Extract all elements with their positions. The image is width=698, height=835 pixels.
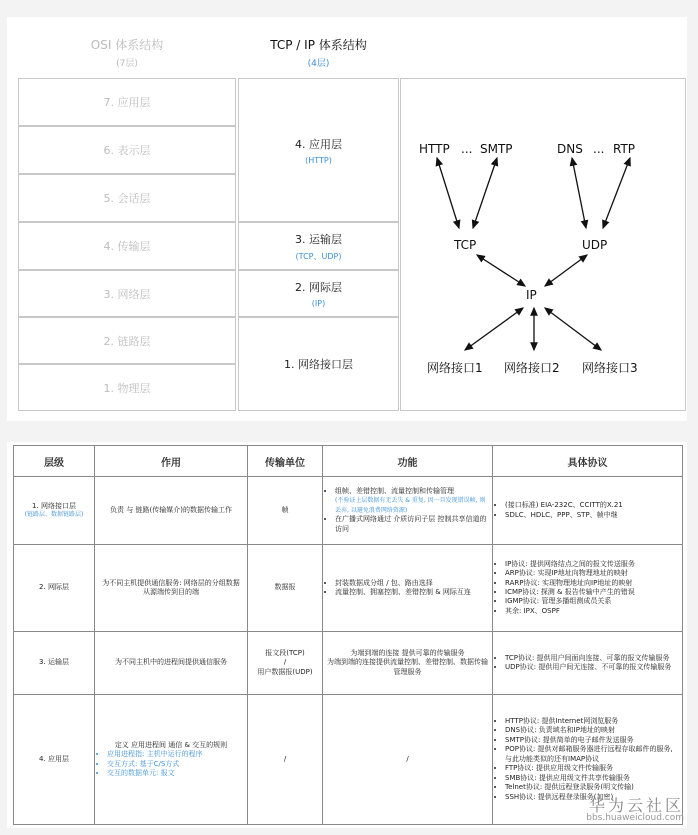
- row3-func-1: 为端到端的连接 提供可靠的传输服务: [350, 648, 465, 657]
- row4-role-text: 定义 应用进程间 通信 & 交互的规则: [114, 740, 228, 749]
- row3-role: 为不同主机中的进程间提供通信服务: [95, 632, 248, 695]
- arrow-rtp-udp: [603, 158, 630, 228]
- row2-protocol: [493, 545, 683, 632]
- header-function: 功能: [323, 446, 493, 477]
- row4-role-item-2: • 交互方式: 基于C/S方式: [107, 760, 243, 769]
- proto-tcp: TCP: [454, 238, 477, 252]
- row4-role-item-3: • 交互的数据单元: 报文: [107, 769, 243, 778]
- row2-level: 2. 网际层: [14, 545, 95, 632]
- row2-func-1: • 封装数据成分组 / 包、路由选择: [335, 579, 488, 588]
- header-level: 层级: [14, 446, 95, 477]
- row2-proto-1: • IP协议: 提供网络结点之间的报文传送服务: [505, 560, 678, 569]
- osi-title: OSI 体系结构: [90, 38, 164, 52]
- header-protocol: 具体协议: [493, 446, 683, 477]
- arrow-dns-udp: [572, 158, 586, 228]
- osi-layer-4: 4. 传输层: [18, 222, 236, 270]
- row1-role: 负责 与 链路(传输媒介)的数据传输工作: [95, 477, 248, 545]
- arrow-ip-if1: [465, 308, 523, 350]
- arrow-udp-ip: [545, 255, 587, 286]
- row4-role: [95, 695, 248, 825]
- row3-function: [323, 632, 493, 695]
- row4-level: 4. 应用层: [14, 695, 95, 825]
- row2-unit: 数据报: [248, 545, 323, 632]
- row2-proto-3: • RARP协议: 实现物理地址向IP地址的映射: [505, 579, 678, 588]
- row1-func-note: (不验证上层数据有无丢失 & 重复, 因一旦发现错误帧, 则丢弃, 以避免浪费网络资源): [335, 497, 486, 514]
- row3-unit: [248, 632, 323, 695]
- arrow-ip-if3: [545, 308, 601, 350]
- row4-proto-3: • SMTP协议: 提供简单的电子邮件发送服务: [505, 736, 678, 745]
- tcp-layer-transport-sub: (TCP、UDP): [295, 251, 342, 261]
- table-row: [14, 545, 683, 632]
- watermark-cn: 华为云社区: [588, 796, 684, 815]
- row4-role-item-1: • 应用进程指: 主机中运行的程序: [107, 750, 243, 759]
- layer-table-panel: [7, 442, 687, 828]
- proto-if1: 网络接口1: [427, 361, 483, 375]
- tcp-title: TCP / IP 体系结构: [270, 38, 367, 52]
- tcp-layer-network-interface-name: 1. 网络接口层: [284, 358, 353, 371]
- row3-proto-1: • TCP协议: 提供用户间面向连接、可靠的报文传输服务: [505, 654, 678, 663]
- table-row: [14, 477, 683, 545]
- row2-function: [323, 545, 493, 632]
- layer-diagram-panel: [7, 17, 687, 421]
- tcp-layer-internet-name: 2. 网际层: [295, 281, 342, 294]
- row1-protocol: [493, 477, 683, 545]
- row3-proto-2: • UDP协议: 提供用户间无连接、不可靠的报文传输服务: [505, 663, 678, 672]
- row3-unit-sep: /: [283, 658, 287, 667]
- header-role: 作用: [95, 446, 248, 477]
- row4-proto-8: • SSH协议: 提供远程登录服务(加密): [505, 793, 678, 802]
- osi-sub: (7层): [116, 59, 138, 69]
- layer-table: [13, 445, 683, 825]
- osi-layer-6: 6. 表示层: [18, 126, 236, 174]
- row1-level: [14, 477, 95, 545]
- tcp-layer-internet-sub: (IP): [311, 299, 326, 308]
- osi-layer-7: 7. 应用层: [18, 78, 236, 126]
- watermark-url: bbs.huaweicloud.com: [586, 813, 684, 823]
- row2-proto-2: • ARP协议: 实现IP地址向物理地址的映射: [505, 569, 678, 578]
- tcp-layer-application-name: 4. 应用层: [295, 137, 342, 151]
- row2-func-2: • 流量控制、拥塞控制、差错控制 & 网际互连: [335, 588, 488, 597]
- row3-protocol: [493, 632, 683, 695]
- header-unit: 传输单位: [248, 446, 323, 477]
- row1-func-2: • 在广播式网络通过 介质访问子层 控制共享信道的访问: [335, 515, 488, 534]
- row2-proto-4: • ICMP协议: 探测 & 报告传输中产生的错误: [505, 588, 678, 597]
- tcp-layer-application-sub: (HTTP): [305, 155, 332, 165]
- row1-unit: 帧: [248, 477, 323, 545]
- tcp-sub: (4层): [307, 59, 330, 69]
- row4-proto-2: • DNS协议: 负责域名和IP地址的映射: [505, 726, 678, 735]
- row4-proto-5: • FTP协议: 提供应用级文件传输服务: [505, 764, 678, 773]
- proto-http: HTTP: [419, 142, 450, 156]
- arrow-smtp-tcp: [473, 158, 497, 228]
- arrow-tcp-ip: [477, 255, 525, 286]
- row3-unit-udp: 用户数据报(UDP): [257, 667, 313, 676]
- tcp-layer-transport-name: 3. 运输层: [295, 232, 342, 246]
- osi-layer-2: 2. 链路层: [18, 317, 236, 364]
- row2-proto-6: • 其余: IPX、OSPF: [505, 607, 678, 616]
- table-header-row: [14, 446, 683, 477]
- row2-proto-5: • IGMP协议: 管理多播组测成员关系: [505, 597, 678, 606]
- proto-smtp: SMTP: [480, 142, 513, 156]
- table-row: [14, 695, 683, 825]
- proto-rtp: RTP: [613, 142, 636, 156]
- proto-dots-2: ...: [593, 142, 605, 156]
- row3-unit-tcp: 报文段(TCP): [265, 648, 305, 657]
- proto-if2: 网络接口2: [504, 361, 560, 375]
- table-row: [14, 632, 683, 695]
- row3-level: 3. 运输层: [14, 632, 95, 695]
- arrow-http-tcp: [437, 158, 459, 228]
- osi-layer-1: 1. 物理层: [18, 364, 236, 411]
- row1-proto-1: • (接口标准) EIA-232C、CCITT的X.21: [505, 501, 678, 510]
- row4-proto-4: • POP协议: 提供对邮箱服务器进行远程存取邮件的服务, 与此功能类似的还有IMAP协议: [505, 745, 678, 764]
- row1-function: [323, 477, 493, 545]
- row1-func-1: [335, 487, 488, 515]
- proto-if3: 网络接口3: [582, 361, 638, 375]
- row4-proto-7: • Telnet协议: 提供远程登录服务(明文传输): [505, 783, 678, 792]
- row1-level-sub: (链路层、数据链路层): [24, 511, 84, 519]
- proto-dns: DNS: [557, 142, 583, 156]
- row4-proto-6: • SMB协议: 提供应用级文件共享传输服务: [505, 774, 678, 783]
- proto-dots-1: ...: [461, 142, 473, 156]
- proto-udp: UDP: [582, 238, 608, 252]
- row1-func-1-text: 组帧、差错控制、流量控制和传输管理: [335, 486, 454, 495]
- row2-role: 为不同主机提供通信服务: 网络层的分组数据从源端传到目的端: [95, 545, 248, 632]
- row4-function: /: [323, 695, 493, 825]
- row4-unit: /: [248, 695, 323, 825]
- osi-layer-3: 3. 网络层: [18, 270, 236, 317]
- osi-layer-5: 5. 会话层: [18, 174, 236, 222]
- row1-level-name: 1. 网络接口层: [32, 501, 76, 510]
- row3-func-2: 为端到端的连接提供流量控制、差错控制、数据传输管理服务: [327, 658, 488, 676]
- row1-proto-2: • SDLC、HDLC、PPP、STP、帧中继: [505, 511, 678, 520]
- proto-ip: IP: [526, 288, 537, 302]
- row4-proto-1: • HTTP协议: 提供Internet网浏览服务: [505, 717, 678, 726]
